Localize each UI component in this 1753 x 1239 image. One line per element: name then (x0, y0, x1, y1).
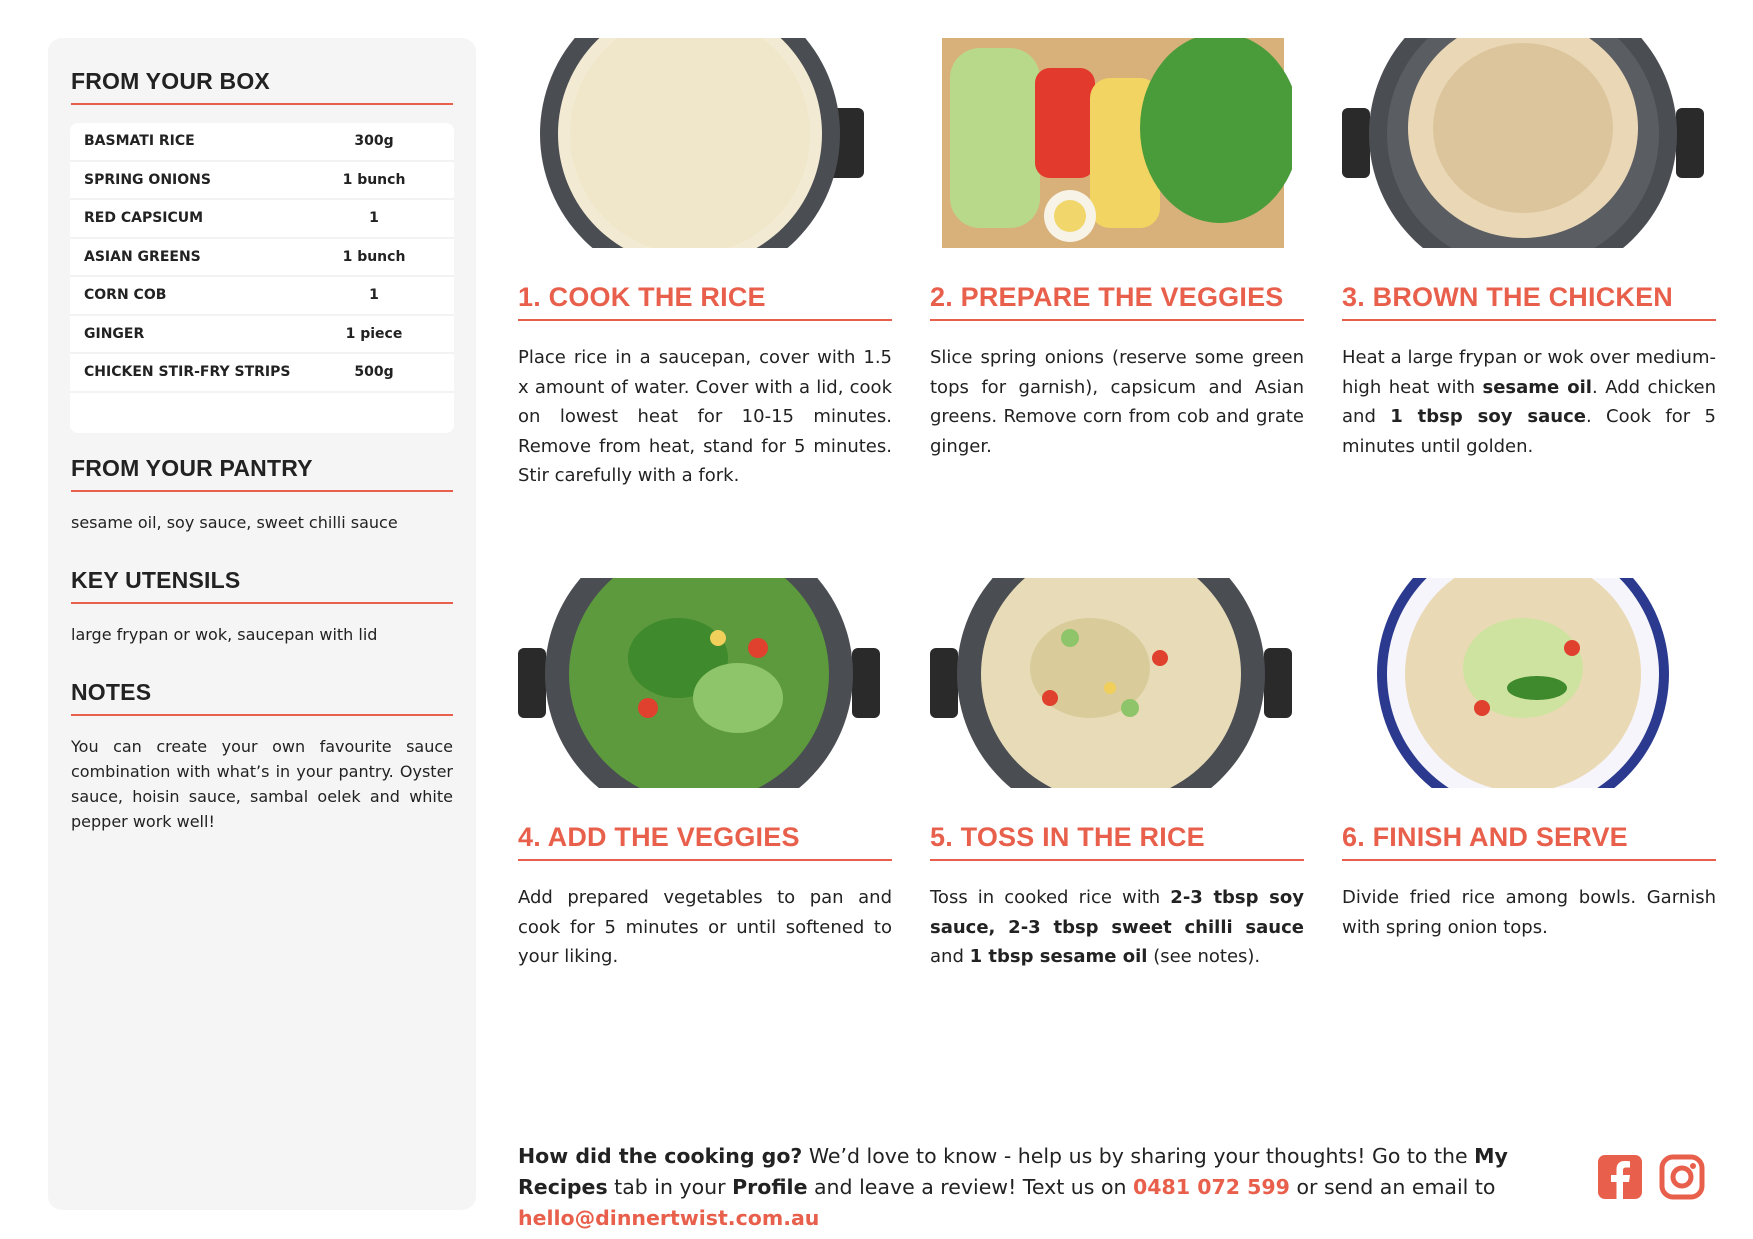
step-5 (930, 578, 1304, 972)
ingredient-name: CORN COB (84, 287, 167, 304)
ingredient-name: BASMATI RICE (84, 133, 195, 150)
social-links (1596, 1153, 1706, 1201)
from-your-pantry-heading: FROM YOUR PANTRY (71, 455, 453, 492)
step-3-photo (1342, 38, 1704, 248)
step-6 (1342, 578, 1716, 942)
step-5-text-part: Toss in cooked rice with (930, 887, 1171, 908)
facebook-icon[interactable] (1596, 1153, 1644, 1201)
step-4-photo (518, 578, 880, 788)
step-4-text: Add prepared vegetables to pan and cook for 5 minutes or until softened to your liking. (518, 887, 892, 967)
step-3-text (1342, 343, 1716, 461)
table-row (70, 277, 454, 316)
from-your-box-heading: FROM YOUR BOX (71, 68, 453, 105)
pantry-text: sesame oil, soy sauce, sweet chilli sauce (71, 512, 398, 532)
step-2 (930, 38, 1304, 461)
table-row (70, 354, 454, 393)
step-5-bold-part: 1 tbsp sesame oil (969, 946, 1148, 967)
step-3-text-part: . Cook for 5 minutes until golden. (1342, 406, 1716, 457)
step-1-text: Place rice in a saucepan, cover with 1.5 x amount of water. Cover with a lid, cook on lowest heat for 10-15 minutes. Remove from heat, stand for 5 minutes. Stir carefully with a fork. (518, 347, 892, 486)
step-2-photo (930, 38, 1292, 248)
ingredient-name: ASIAN GREENS (84, 248, 201, 265)
table-row (70, 162, 454, 201)
step-1-photo (518, 38, 880, 248)
phone-link[interactable]: 0481 072 599 (1133, 1175, 1290, 1199)
step-5-text-part: (see notes). (1147, 946, 1261, 967)
ingredients-table (70, 123, 454, 433)
step-2-title: 2. PREPARE THE VEGGIES (930, 282, 1304, 321)
ingredient-qty: 500g (354, 364, 394, 381)
step-3-text-part: Heat a large frypan or wok over medium-high heat with (1342, 347, 1716, 398)
step-4 (518, 578, 892, 972)
ingredient-qty: 1 bunch (342, 248, 406, 265)
table-row (70, 200, 454, 239)
step-6-text: Divide fried rice among bowls. Garnish with spring onion tops. (1342, 887, 1716, 938)
step-3 (1342, 38, 1716, 461)
footer-text: and leave a review! Text us on (807, 1175, 1134, 1199)
step-5-photo (930, 578, 1292, 788)
step-3-bold-part: sesame oil (1482, 376, 1592, 398)
table-row (70, 239, 454, 278)
ingredient-qty: 1 (369, 210, 379, 227)
ingredient-name: RED CAPSICUM (84, 210, 204, 227)
footer-text: or send an email to (1289, 1175, 1496, 1199)
notes-text: You can create your own favourite sauce combination with what’s in your pantry. Oyster sauce, hoisin sauce, sambal oelek and white pepper work well! (71, 736, 453, 831)
step-6-photo (1342, 578, 1704, 788)
email-link[interactable]: hello@dinnertwist.com.au (518, 1206, 820, 1230)
ingredient-name: CHICKEN STIR-FRY STRIPS (84, 364, 291, 381)
ingredient-qty: 1 bunch (342, 171, 406, 188)
ingredient-name: SPRING ONIONS (84, 171, 211, 188)
step-5-text (930, 883, 1304, 972)
key-utensils-heading: KEY UTENSILS (71, 567, 453, 604)
ingredient-qty: 300g (354, 133, 394, 150)
instagram-icon[interactable] (1658, 1153, 1706, 1201)
step-1 (518, 38, 892, 491)
footer-text: tab in your (607, 1175, 733, 1199)
ingredient-qty: 1 (369, 287, 379, 304)
feedback-footer (518, 1141, 1568, 1234)
step-5-title: 5. TOSS IN THE RICE (930, 822, 1304, 861)
step-3-title: 3. BROWN THE CHICKEN (1342, 282, 1716, 321)
notes-heading: NOTES (71, 679, 453, 716)
step-3-text-part: . Add chicken and (1342, 376, 1717, 427)
step-3-bold-part: 1 tbsp soy sauce (1390, 406, 1586, 427)
my-recipes-label: My Recipes (518, 1144, 1508, 1199)
step-1-title: 1. COOK THE RICE (518, 282, 892, 321)
table-row (70, 123, 454, 162)
ingredient-qty: 1 piece (345, 325, 403, 342)
utensils-text: large frypan or wok, saucepan with lid (71, 624, 378, 644)
profile-label: Profile (732, 1175, 808, 1199)
table-row (70, 316, 454, 355)
sidebar (48, 38, 476, 1210)
footer-question: How did the cooking go? (518, 1144, 803, 1168)
ingredient-name: GINGER (84, 325, 145, 342)
step-2-text: Slice spring onions (reserve some green tops for garnish), capsicum and Asian greens. Remove corn from cob and grate ginger. (930, 347, 1304, 457)
step-6-title: 6. FINISH AND SERVE (1342, 822, 1716, 861)
footer-text: We’d love to know - help us by sharing your thoughts! Go to the (802, 1144, 1475, 1168)
step-4-title: 4. ADD THE VEGGIES (518, 822, 892, 861)
step-5-text-part: and (930, 946, 970, 967)
step-5-bold-part: 2-3 tbsp soy sauce, 2-3 tbsp sweet chilli sauce (930, 887, 1304, 938)
